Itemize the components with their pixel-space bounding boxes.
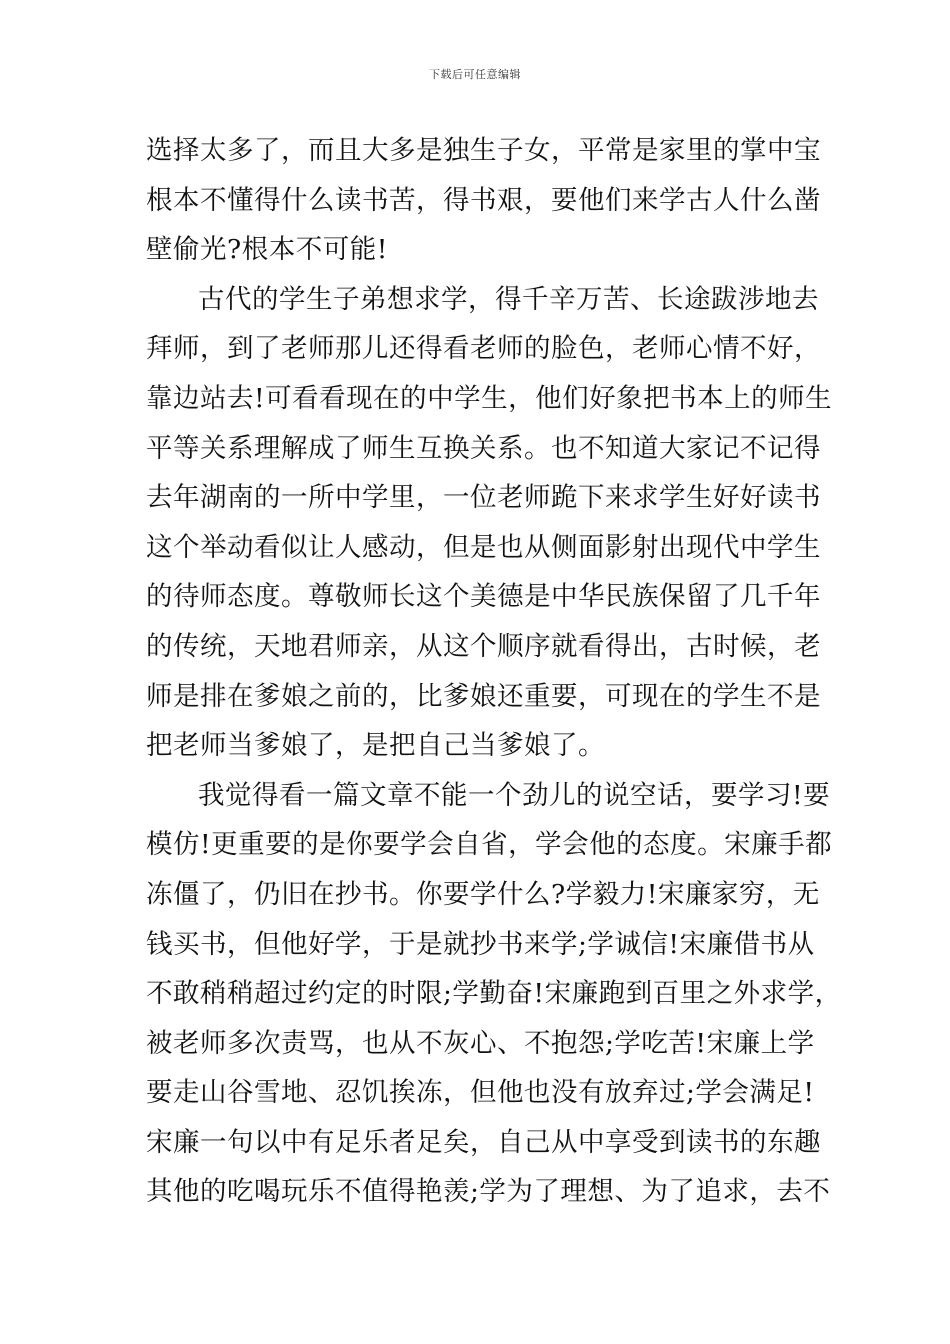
text-line: 去年湖南的一所中学里，一位老师跪下来求学生好好读书 [146, 482, 821, 514]
paragraph-start-line: 古代的学生子弟想求学，得千辛万苦、长途跋涉地去 [198, 283, 819, 315]
text-line: 平等关系理解成了师生互换关系。也不知道大家记不记得 [146, 432, 821, 464]
text-line: 选择太多了，而且大多是独生子女，平常是家里的掌中宝 [146, 135, 821, 166]
text-line: 靠边站去!可看看现在的中学生，他们好象把书本上的师生 [146, 382, 833, 414]
text-line: 师是排在爹娘之前的，比爹娘还重要，可现在的学生不是 [146, 680, 821, 712]
text-line: 拜师，到了老师那儿还得看老师的脸色，老师心情不好， [146, 333, 821, 365]
text-line: 不敢稍稍超过约定的时限;学勤奋!宋廉跑到百里之外求学， [146, 978, 842, 1010]
text-line: 壁偷光?根本不可能! [146, 234, 388, 266]
text-line: 冻僵了，仍旧在抄书。你要学什么?学毅力!宋廉家穷，无 [146, 878, 820, 910]
text-line: 把老师当爹娘了，是把自己当爹娘了。 [146, 730, 605, 762]
text-line: 根本不懂得什么读书苦，得书艰，要他们来学古人什么凿 [146, 184, 821, 216]
text-line: 其他的吃喝玩乐不值得艳羡;学为了理想、为了追求，去不 [146, 1176, 831, 1208]
text-line: 模仿!更重要的是你要学会自省，学会他的态度。宋廉手都 [146, 829, 833, 861]
text-line: 钱买书，但他好学，于是就抄书来学;学诚信!宋廉借书从 [146, 928, 815, 960]
text-line: 宋廉一句以中有足乐者足矣，自己从中享受到读书的东趣 [146, 1126, 821, 1158]
text-line: 要走山谷雪地、忍饥挨冻，但他也没有放弃过;学会满足! [146, 1077, 815, 1109]
text-line: 这个举动看似让人感动，但是也从侧面影射出现代中学生 [146, 531, 821, 563]
text-line: 的待师态度。尊敬师长这个美德是中华民族保留了几千年 [146, 581, 821, 613]
paragraph-start-line: 我觉得看一篇文章不能一个劲儿的说空话，要学习!要 [198, 779, 831, 811]
document-body [146, 126, 842, 1217]
text-line: 的传统，天地君师亲，从这个顺序就看得出，古时候，老 [146, 630, 821, 662]
page-header: 下载后可任意编辑 [429, 68, 521, 81]
text-line: 被老师多次责骂，也从不灰心、不抱怨;学吃苦!宋廉上学 [146, 1027, 815, 1059]
